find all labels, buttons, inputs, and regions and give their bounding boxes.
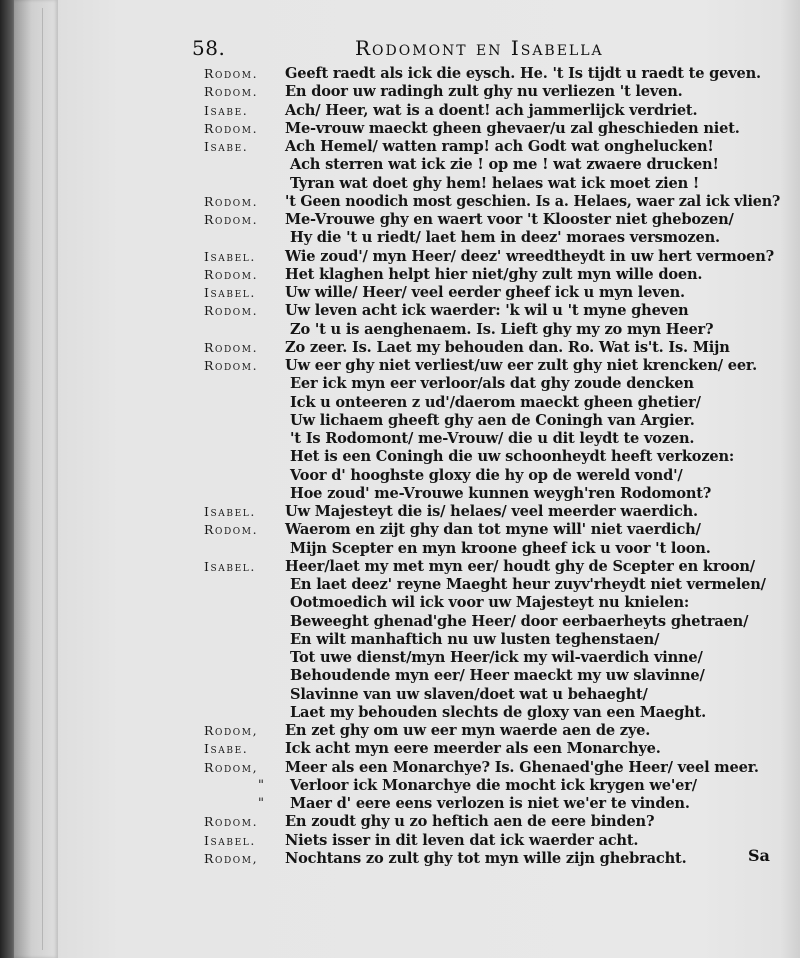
dialogue-line [0, 466, 800, 486]
speaker-label: Rodom. [204, 522, 259, 538]
dialogue-line [0, 831, 800, 851]
speaker-label: Rodom. [204, 266, 259, 282]
line-text: Behoudende myn eer/ Heer maeckt my uw slavinne/ [290, 667, 705, 685]
dialogue-line [0, 776, 800, 796]
dialogue-line [0, 502, 800, 522]
dialogue-line [0, 575, 800, 595]
line-text: Me-vrouw maeckt gheen ghevaer/u zal gheschieden niet. [285, 119, 740, 137]
line-text: Ach Hemel/ watten ramp! ach Godt wat onghelucken! [285, 138, 714, 155]
line-text: Zo 't u is aenghenaem. Is. Lieft ghy my zo myn Heer? [290, 320, 714, 338]
line-text: Ach/ Heer, wat is a doent! ach jammerlijck verdriet. [285, 101, 698, 119]
speaker-label: Rodom. [204, 66, 259, 81]
line-text: Voor d' hooghste gloxy die hy op de wereld vond'/ [290, 466, 683, 484]
speaker-label: Isabel. [204, 558, 256, 574]
line-text: Tyran wat doet ghy hem! helaes wat ick moet zien ! [290, 174, 700, 192]
line-text: Ick u onteeren z ud'/daerom maeckt gheen ghetier/ [290, 393, 701, 411]
line-text: Ach sterren wat ick zie ! op me ! wat zwaere drucken! [290, 156, 719, 174]
line-text: Uw wille/ Heer/ veel eerder gheef ick u myn leven. [285, 284, 685, 301]
speaker-label: Isabe. [204, 741, 249, 757]
line-text: Hy die 't u riedt/ laet hem in deez' moraes versmozen. [290, 229, 720, 247]
dialogue-line [0, 484, 800, 504]
line-text: Uw eer ghy niet verliest/uw eer zult ghy niet krencken/ eer. [285, 357, 757, 374]
speaker-label: Rodom. [204, 212, 259, 227]
line-text: Maer d' eere eens verlozen is niet we'er te vinden. [290, 795, 690, 812]
speaker-label: Rodom. [204, 339, 259, 355]
dialogue-line [0, 356, 800, 376]
dialogue-line [0, 447, 800, 467]
dialogue-line [0, 557, 800, 577]
speaker-label: Rodom. [204, 193, 259, 209]
dialogue-line [0, 758, 800, 778]
dialogue-line [0, 794, 800, 814]
speaker-label: Rodom, [204, 723, 259, 738]
dialogue-line [0, 265, 800, 285]
dialogue-line [0, 320, 800, 340]
running-head: Rodomont en Isabella [355, 36, 604, 60]
dialogue-line [0, 429, 800, 449]
speaker-label: Isabel. [204, 504, 256, 519]
speaker-label: Isabel. [204, 832, 256, 848]
dialogue-line [0, 283, 800, 303]
line-text: Geeft raedt als ick die eysch. He. 't Is tijdt u raedt te geven. [285, 65, 761, 82]
dialogue-line [0, 703, 800, 723]
dialogue-line [0, 119, 800, 139]
speaker-label: Isabe. [204, 139, 249, 154]
line-text: Zo zeer. Is. Laet my behouden dan. Ro. Wat is't. Is. Mijn [285, 338, 730, 356]
line-text: Meer als een Monarchye? Is. Ghenaed'ghe Heer/ veel meer. [285, 758, 759, 776]
line-text: Heer/laet my met myn eer/ houdt ghy de Scepter en kroon/ [285, 557, 755, 575]
line-text: En zet ghy om uw eer myn waerde aen de zye. [285, 722, 651, 739]
dialogue-line [0, 82, 800, 102]
line-text: Waerom en zijt ghy dan tot myne will' niet vaerdich/ [285, 521, 701, 539]
dialogue-line [0, 685, 800, 705]
line-text: Ick acht myn eere meerder als een Monarchye. [285, 740, 661, 758]
dialogue-line [0, 721, 800, 741]
dialogue-line [0, 539, 800, 559]
dialogue-line [0, 338, 800, 358]
line-text: Mijn Scepter en myn kroone gheef ick u voor 't loon. [290, 539, 711, 557]
dialogue-line [0, 739, 800, 759]
dialogue-line [0, 593, 800, 613]
speaker-label: Rodom. [204, 120, 259, 136]
line-text: Het klaghen helpt hier niet/ghy zult myn wille doen. [285, 265, 703, 283]
line-text: Ootmoedich wil ick voor uw Majesteyt nu knielen: [290, 594, 690, 612]
speaker-label: Rodom. [204, 358, 259, 373]
line-text: Verloor ick Monarchye die mocht ick krygen we'er/ [290, 776, 697, 794]
line-text: 't Is Rodomont/ me-Vrouw/ die u dit leydt te vozen. [290, 430, 695, 447]
dialogue-line [0, 520, 800, 540]
line-text: Uw Majesteyt die is/ helaes/ veel meerder waerdich. [285, 503, 698, 520]
line-text: Uw lichaem gheeft ghy aen de Coningh van Argier. [290, 411, 695, 429]
dialogue-line [0, 247, 800, 267]
speaker-label: Rodom, [204, 850, 259, 866]
dialogue-line [0, 210, 800, 230]
line-text: Me-Vrouwe ghy en waert voor 't Klooster niet ghebozen/ [285, 211, 734, 228]
dialogue-line [0, 849, 800, 869]
dialogue-line [0, 192, 800, 212]
speaker-label: Rodom, [204, 759, 259, 775]
page-number: 58. [192, 36, 226, 60]
dialogue-line [0, 612, 800, 632]
speaker-label: Rodom. [204, 84, 259, 100]
dialogue-line [0, 228, 800, 248]
dialogue-line [0, 174, 800, 194]
line-text: Wie zoud'/ myn Heer/ deez' wreedtheydt in uw hert vermoen? [285, 247, 774, 265]
quote-marker: " [258, 777, 264, 793]
line-text: Slavinne van uw slaven/doet wat u behaeght/ [290, 685, 648, 703]
dialogue-line [0, 411, 800, 431]
line-text: En door uw radingh zult ghy nu verliezen 't leven. [285, 83, 683, 101]
line-text: 't Geen noodich most geschien. Is a. Helaes, waer zal ick vlien? [285, 192, 781, 210]
dialogue-line [0, 812, 800, 832]
speaker-label: Rodom. [204, 814, 259, 830]
quote-marker: " [258, 796, 264, 811]
line-text: Niets isser in dit leven dat ick waerder acht. [285, 831, 639, 849]
speaker-label: Rodom. [204, 303, 259, 319]
line-text: Het is een Coningh die uw schoonheydt heeft verkozen: [290, 448, 735, 466]
line-text: Uw leven acht ick waerder: 'k wil u 't myne gheven [285, 302, 689, 320]
line-text: Eer ick myn eer verloor/als dat ghy zoude dencken [290, 375, 694, 393]
line-text: Nochtans zo zult ghy tot myn wille zijn ghebracht. [285, 849, 687, 867]
dialogue-line [0, 648, 800, 668]
dialogue-line [0, 666, 800, 686]
catchword: Sa [748, 846, 770, 865]
dialogue-line [0, 374, 800, 394]
line-text: Tot uwe dienst/myn Heer/ick my wil-vaerdich vinne/ [290, 649, 703, 666]
dialogue-line [0, 101, 800, 121]
dialogue-line [0, 393, 800, 413]
speaker-label: Isabel. [204, 248, 256, 264]
line-text: Beweeght ghenad'ghe Heer/ door eerbaerheyts ghetraen/ [290, 612, 749, 630]
line-text: En laet deez' reyne Maeght heur zuyv'rheydt niet vermelen/ [290, 576, 766, 593]
dialogue-line [0, 155, 800, 175]
dialogue-line [0, 301, 800, 321]
speaker-label: Isabel. [204, 285, 256, 300]
line-text: En wilt manhaftich nu uw lusten teghenstaen/ [290, 630, 660, 648]
line-text: Hoe zoud' me-Vrouwe kunnen weygh'ren Rodomont? [290, 484, 712, 502]
dialogue-line [0, 137, 800, 157]
dialogue-line [0, 64, 800, 84]
line-text: Laet my behouden slechts de gloxy van een Maeght. [290, 703, 706, 721]
line-text: En zoudt ghy u zo heftich aen de eere binden? [285, 813, 655, 831]
dialogue-line [0, 630, 800, 650]
speaker-label: Isabe. [204, 102, 249, 118]
